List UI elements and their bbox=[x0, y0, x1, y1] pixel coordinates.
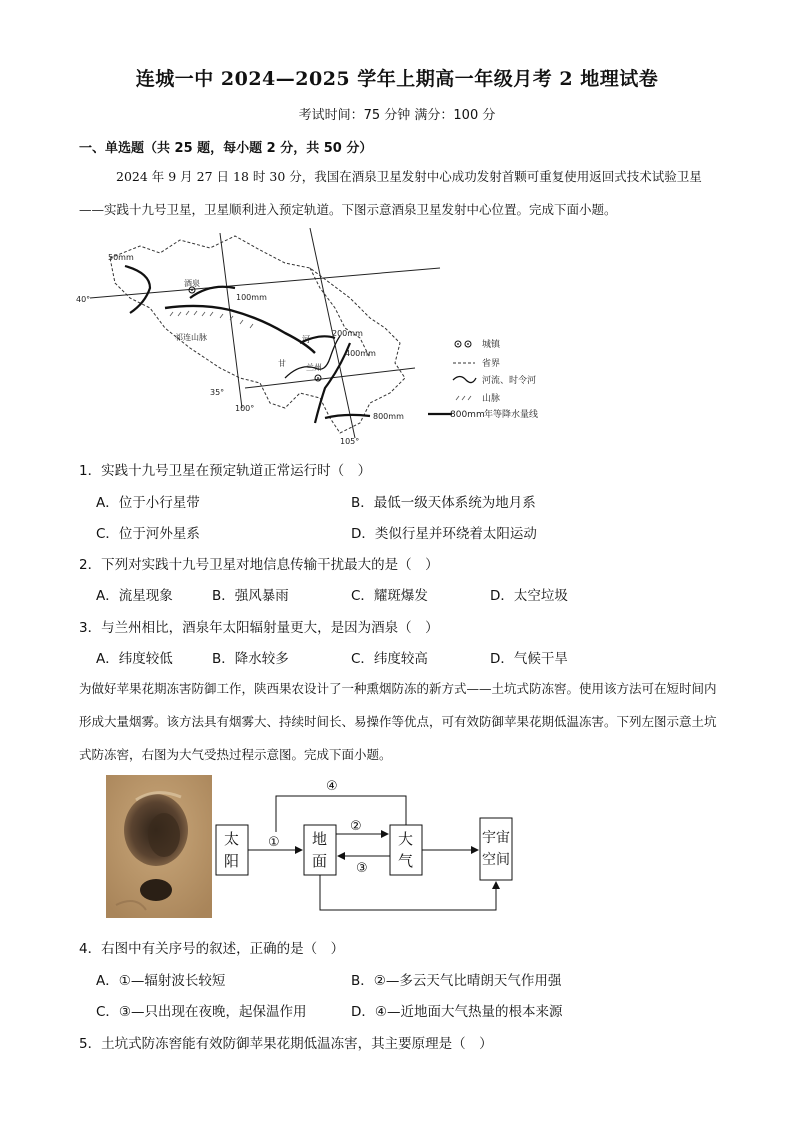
longitude-100 bbox=[220, 233, 242, 408]
label-lon-105: 105° bbox=[340, 437, 360, 446]
q2-option-c[interactable]: C．耀斑爆发 bbox=[351, 588, 428, 604]
question-1-stem: 1．实践十九号卫星在预定轨道正常运行时（ ） bbox=[79, 463, 372, 479]
svg-text:地: 地 bbox=[312, 830, 328, 848]
question-4-stem: 4．右图中有关序号的叙述，正确的是（ ） bbox=[79, 941, 345, 957]
label-400mm: 400mm bbox=[345, 349, 376, 358]
label-100mm: 100mm bbox=[236, 293, 267, 302]
svg-text:空间: 空间 bbox=[482, 852, 510, 868]
label-n2: ② bbox=[350, 819, 362, 834]
legend-isoline-sample: 800mm bbox=[450, 410, 485, 420]
q4-option-d[interactable]: D．④—近地面大气热量的根本来源 bbox=[351, 1004, 563, 1020]
label-n3: ③ bbox=[356, 861, 368, 876]
svg-text:阳: 阳 bbox=[224, 852, 240, 870]
label-lon-100: 100° bbox=[235, 404, 255, 413]
label-lat-35: 35° bbox=[210, 388, 225, 397]
question-2-stem: 2．下列对实践十九号卫星对地信息传输干扰最大的是（ ） bbox=[79, 557, 439, 573]
jiuquan-location-map bbox=[70, 228, 560, 448]
q2-option-a[interactable]: A．流星现象 bbox=[96, 588, 173, 604]
latitude-35 bbox=[245, 368, 415, 388]
label-800mm: 800mm bbox=[373, 412, 404, 421]
province-boundary-2 bbox=[310, 268, 370, 358]
q3-option-d[interactable]: D．气候干旱 bbox=[490, 651, 568, 667]
isoline-50 bbox=[125, 266, 150, 313]
label-lanzhou: 兰州 bbox=[306, 363, 322, 372]
label-50mm: 50mm bbox=[108, 253, 134, 262]
label-qilian: 祁连山脉 bbox=[175, 333, 207, 342]
legend-province: 省界 bbox=[482, 359, 501, 369]
q4-option-b[interactable]: B．②—多云天气比晴朗天气作用强 bbox=[351, 973, 562, 989]
space-box bbox=[480, 818, 512, 880]
exam-info: 考试时间：75 分钟 满分：100 分 bbox=[298, 108, 496, 123]
legend-city: 城镇 bbox=[482, 340, 501, 350]
q1-option-b[interactable]: B．最低一级天体系统为地月系 bbox=[351, 495, 536, 511]
label-jiuquan: 酒泉 bbox=[184, 279, 200, 288]
page-title: 连城一中 2024—2025 学年上期高一年级月考 2 地理试卷 bbox=[135, 68, 659, 90]
q1-option-c[interactable]: C．位于河外星系 bbox=[96, 526, 200, 542]
isoline-800 bbox=[325, 415, 370, 418]
svg-text:大: 大 bbox=[398, 830, 414, 848]
q2-option-b[interactable]: B．强风暴雨 bbox=[212, 588, 289, 604]
q2-option-d[interactable]: D．太空垃圾 bbox=[490, 588, 568, 604]
q3-option-b[interactable]: B．降水较多 bbox=[212, 651, 289, 667]
label-gan: 甘 bbox=[278, 359, 286, 368]
map-legend bbox=[428, 338, 538, 420]
label-n4: ④ bbox=[326, 779, 338, 794]
legend-isoline: 年等降水量线 bbox=[484, 410, 539, 420]
pit-photo bbox=[106, 775, 212, 918]
atmosphere-heating-diagram bbox=[210, 770, 530, 920]
label-200mm: 200mm bbox=[332, 329, 363, 338]
legend-river: 河流、时令河 bbox=[482, 376, 537, 386]
svg-text:气: 气 bbox=[398, 852, 414, 870]
label-lat-40: 40° bbox=[76, 295, 91, 304]
q1-option-a[interactable]: A．位于小行星带 bbox=[96, 495, 200, 511]
q4-option-a[interactable]: A．①—辐射波长较短 bbox=[96, 973, 226, 989]
svg-text:宇宙: 宇宙 bbox=[482, 830, 510, 846]
passage-1: 2024 年 9 月 27 日 18 时 30 分，我国在酒泉卫星发射中心成功发射首颗可重复使用返回式技术试验卫星——实践十九号卫星，卫星顺利进入预定轨道。下图示意酒泉卫星发射中心位置。完成下面小题。 bbox=[79, 169, 702, 217]
legend-mountain: 山脉 bbox=[482, 394, 501, 404]
q1-option-d[interactable]: D．类似行星并环绕着太阳运动 bbox=[351, 526, 537, 542]
q3-option-c[interactable]: C．纬度较高 bbox=[351, 651, 428, 667]
question-5-stem: 5．土坑式防冻窖能有效防御苹果花期低温冻害，其主要原理是（ ） bbox=[79, 1036, 493, 1052]
q4-option-c[interactable]: C．③—只出现在夜晚，起保温作用 bbox=[96, 1004, 307, 1020]
q3-option-a[interactable]: A．纬度较低 bbox=[96, 651, 173, 667]
question-3-stem: 3．与兰州相比，酒泉年太阳辐射量更大，是因为酒泉（ ） bbox=[79, 620, 439, 636]
svg-text:太: 太 bbox=[224, 830, 240, 848]
svg-text:面: 面 bbox=[312, 852, 328, 870]
label-he: 河 bbox=[302, 335, 310, 344]
passage-2: 为做好苹果花期冻害防御工作，陕西果农设计了一种熏烟防冻的新方式——土坑式防冻窖。使用该方法可在短时间内形成大量烟雾。该方法具有烟雾大、持续时间长、易操作等优点，可有效防御苹果花期低温冻害。下列左图示意土坑式防冻窖，右图为大气受热过程示意图。完成下面小题。 bbox=[79, 681, 717, 762]
label-n1: ① bbox=[268, 835, 280, 850]
section-heading: 一、单选题（共 25 题，每小题 2 分，共 50 分） bbox=[79, 141, 373, 156]
